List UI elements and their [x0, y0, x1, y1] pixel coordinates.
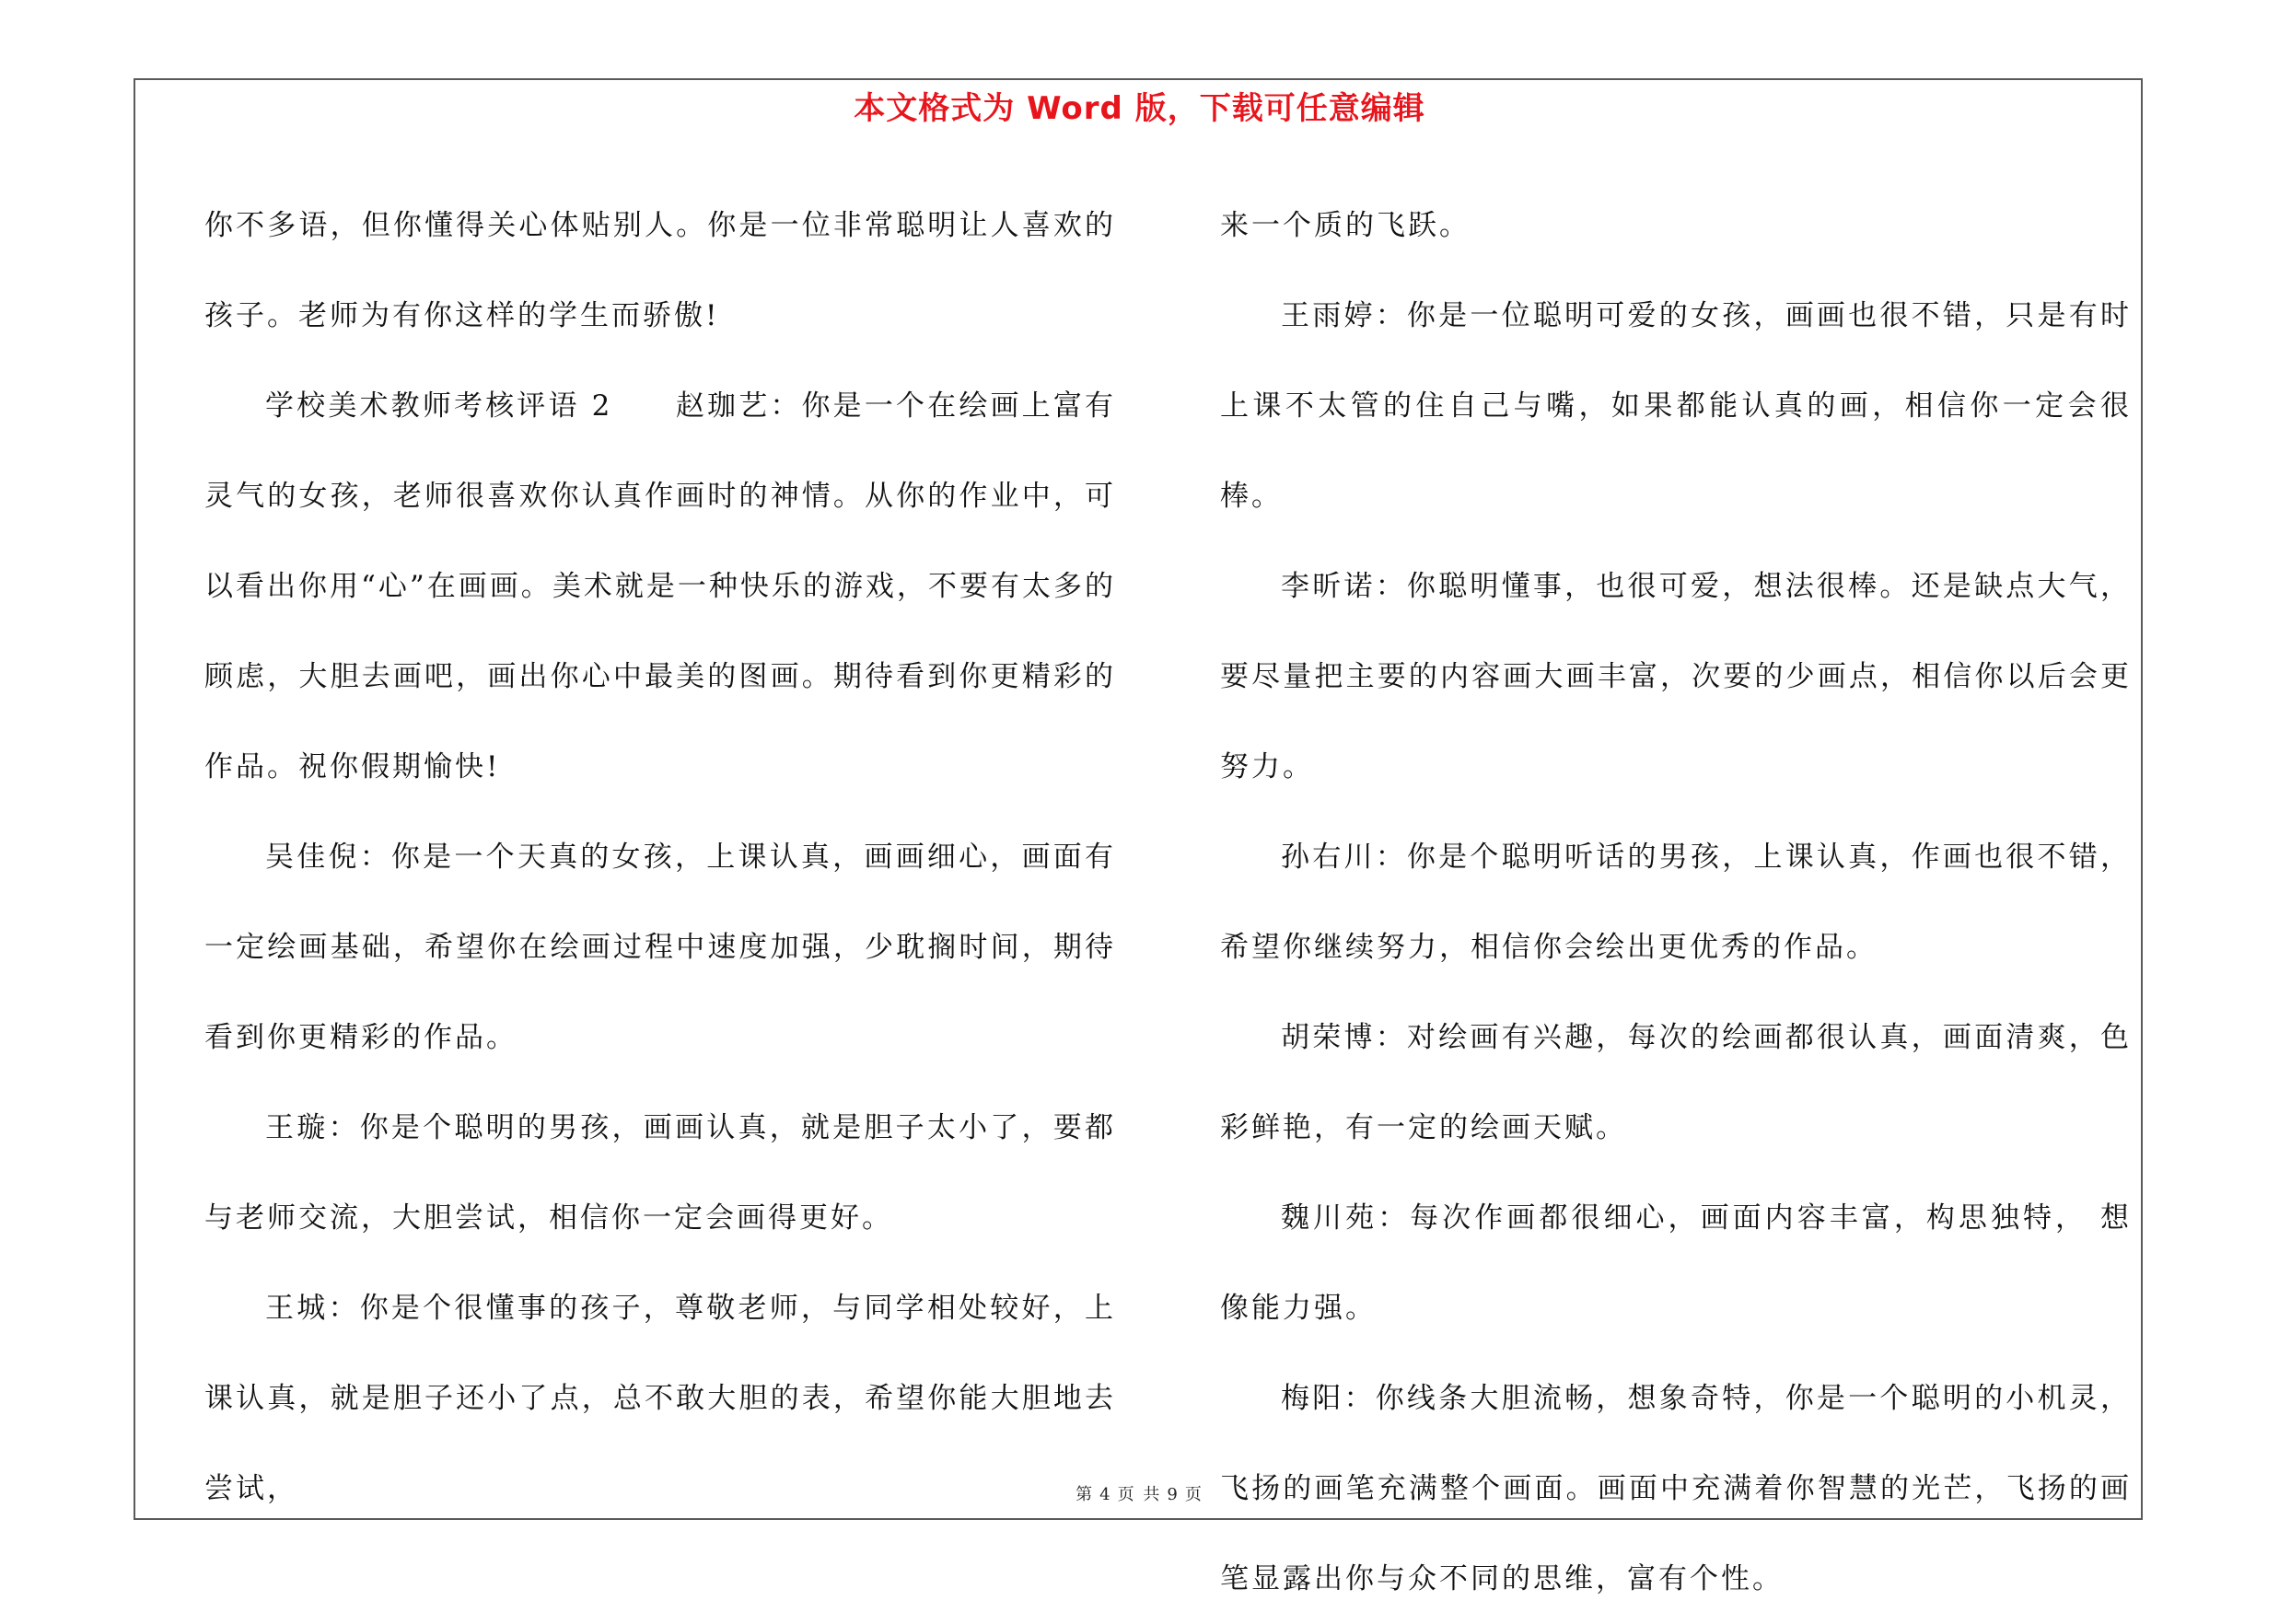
- page-number-footer: [0, 1484, 2279, 1506]
- paragraph: 来一个质的飞跃。: [1220, 209, 1471, 242]
- paragraph: 王璇：你是个聪明的男孩，画画认真，就是胆子太小了，要都与老师交流，大胆尝试，相信你一定会画得更好。: [204, 1111, 1116, 1235]
- paragraph: 李昕诺：你聪明懂事，也很可爱，想法很棒。还是缺点大气，要尽量把主要的内容画大画丰富，次要的少画点，相信你以后会更努力。: [1220, 570, 2132, 783]
- paragraph: 吴佳倪：你是一个天真的女孩，上课认真，画画细心，画面有一定绘画基础，希望你在绘画过程中速度加强，少耽搁时间，期待看到你更精彩的作品。: [204, 841, 1116, 1054]
- paragraph: 梅阳：你线条大胆流畅，想象奇特，你是一个聪明的小机灵，飞扬的画笔充满整个画面。画面中充满着你智慧的光芒，飞扬的画笔显露出你与众不同的思维，富有个性。: [1220, 1382, 2132, 1595]
- current-page-number: 4: [1099, 1485, 1112, 1504]
- paragraph: 学校美术教师考核评语 2 赵珈艺：你是一个在绘画上富有灵气的女孩，老师很喜欢你认真作画时的神情。从你的作业中，可以看出你用“心”在画画。美术就是一种快乐的游戏，不要有太多的顾虑，大胆去画吧，画出你心中最美的图画。期待看到你更精彩的作品。祝你假期愉快!: [204, 389, 1116, 783]
- paragraph: 你不多语，但你懂得关心体贴别人。你是一位非常聪明让人喜欢的孩子。老师为有你这样的学生而骄傲!: [204, 209, 1116, 332]
- paragraph: 胡荣博：对绘画有兴趣，每次的绘画都很认真，画面清爽，色彩鲜艳，有一定的绘画天赋。: [1220, 1021, 2132, 1144]
- right-text-column: [1220, 180, 2132, 1624]
- word-format-banner: 本文格式为 Word 版，下载可任意编辑: [854, 90, 1425, 127]
- total-page-count: 9: [1167, 1485, 1180, 1504]
- left-text-column: [204, 180, 1116, 1534]
- footer-middle: 页 共: [1117, 1485, 1162, 1504]
- paragraph: 魏川苑：每次作画都很细心，画面内容丰富，构思独特， 想像能力强。: [1220, 1201, 2132, 1325]
- footer-prefix: 第: [1076, 1485, 1095, 1504]
- footer-suffix: 页: [1184, 1485, 1203, 1504]
- paragraph: 孙右川：你是个聪明听话的男孩，上课认真，作画也很不错，希望你继续努力，相信你会绘出更优秀的作品。: [1220, 841, 2132, 964]
- paragraph: 王城：你是个很懂事的孩子，尊敬老师，与同学相处较好，上课认真，就是胆子还小了点，总不敢大胆的表，希望你能大胆地去尝试，: [204, 1292, 1116, 1505]
- paragraph: 王雨婷：你是一位聪明可爱的女孩，画画也很不错，只是有时上课不太管的住自己与嘴，如果都能认真的画，相信你一定会很棒。: [1220, 299, 2132, 513]
